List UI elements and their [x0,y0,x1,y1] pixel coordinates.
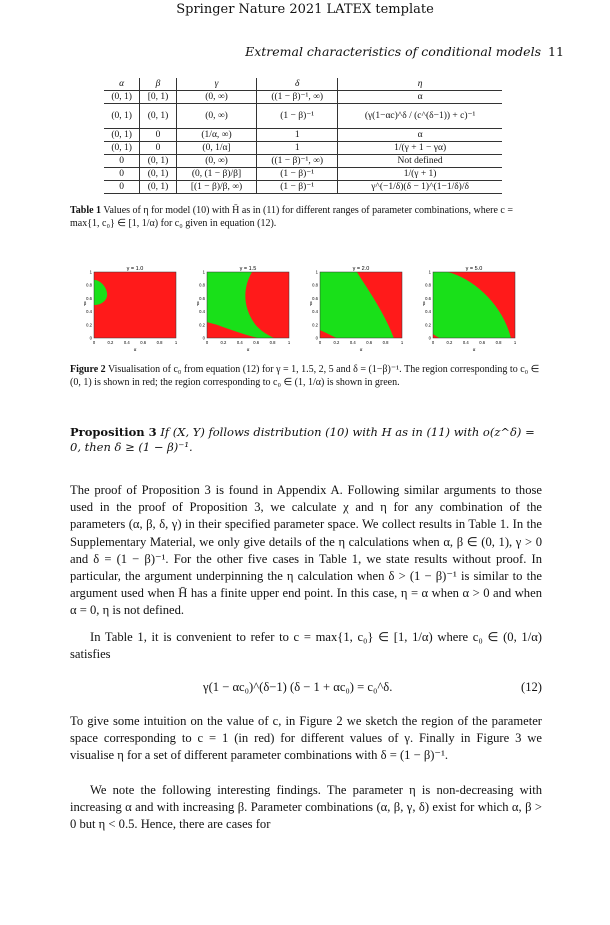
panel-title: γ = 1.0 [126,266,144,272]
table-cell: 1 [257,142,338,155]
table-cell: 0 [140,129,177,142]
y-axis-label: β [83,302,87,307]
table-cell: 1 [257,129,338,142]
y-tick-label: 0.2 [86,322,92,328]
table-caption-label: Table 1 [70,205,102,216]
proposition-3 [70,425,542,455]
x-tick-label: 0 [92,340,96,345]
table-cell: (0, (1 − β)/β] [176,168,256,181]
x-tick-label: 0.2 [446,340,453,345]
x-tick-label: 1 [287,340,291,345]
table-cell: (1 − β)⁻¹ [257,168,338,181]
region-red [94,272,176,338]
x-tick-label: 0.2 [333,340,340,345]
col-header-alpha: α [104,78,140,91]
table-cell: (0, 1) [140,155,177,168]
y-tick-label: 0.8 [199,282,205,288]
table-row [104,142,502,155]
x-tick-label: 0.6 [479,340,486,345]
y-tick-label: 0.8 [86,282,92,288]
y-tick-label: 0 [89,335,92,341]
x-tick-label: 0.8 [156,340,163,345]
table-cell: (0, 1) [111,142,132,153]
journal-header: Springer Nature 2021 LATEX template [176,2,434,17]
y-tick-label: 1 [428,269,431,275]
y-tick-label: 0.2 [312,322,318,328]
x-tick-label: 0.6 [366,340,373,345]
y-tick-label: 0 [202,335,205,341]
x-tick-label: 0.4 [462,340,469,345]
figure-panel [310,266,404,353]
x-tick-label: 1 [400,340,404,345]
table-cell: (0, 1/α] [176,142,256,155]
figure-2 [84,262,534,358]
x-tick-label: 0.6 [140,340,147,345]
x-axis-label: α [133,348,137,353]
y-tick-label: 0.2 [425,322,431,328]
y-tick-label: 0.6 [425,295,431,301]
figure-panel [197,266,291,353]
table-row [104,129,502,142]
y-tick-label: 0.6 [312,295,318,301]
x-axis-label: α [472,348,476,353]
x-tick-label: 0.4 [349,340,356,345]
y-tick-label: 1 [89,269,92,275]
paragraph-3: To give some intuition on the value of c, in Figure 2 we sketch the region of the parameter space corresponding to c = 1 (in red) for different values of γ. Finally in Figure 3 we visualise η for a set of different parameter combinations with δ = (1 − β)⁻¹. [70,714,542,763]
y-axis-label: β [309,302,313,307]
figure-panel [84,266,178,353]
table-cell: 1/(γ + 1) [338,168,502,181]
table-cell: (0, ∞) [176,155,256,168]
table-cell: (0, 1) [140,104,177,129]
table-cell: [(1 − β)/β, ∞) [176,181,256,194]
x-tick-label: 0 [205,340,209,345]
table-cell: 1/(γ + 1 − γα) [338,142,502,155]
table-cell: γ^(−1/δ)(δ − 1)^(1−1/δ)/δ [338,181,502,194]
panel-title: γ = 2.0 [352,266,370,272]
y-tick-label: 0.8 [312,282,318,288]
table-cell: 0 [119,168,125,179]
y-tick-label: 0.2 [199,322,205,328]
col-header-delta: δ [257,78,338,91]
x-axis-label: α [359,348,363,353]
table-1 [104,78,502,194]
table-cell: 0 [140,142,177,155]
x-tick-label: 0.2 [107,340,114,345]
table-cell: 0 [119,181,125,192]
x-axis-label: α [246,348,250,353]
y-tick-label: 0.4 [425,309,431,315]
table-row [104,181,502,194]
table-row [104,155,502,168]
table-1-caption [70,204,540,230]
y-tick-label: 0.8 [425,282,431,288]
table-header-row [104,78,502,91]
table-cell: [0, 1) [140,91,177,104]
table-cell: (1 − β)⁻¹ [257,181,338,194]
table-cell: (0, 1) [111,91,132,102]
x-tick-label: 0.6 [253,340,260,345]
x-tick-label: 0.8 [382,340,389,345]
table-cell: (0, ∞) [176,91,256,104]
y-tick-label: 0.6 [86,295,92,301]
x-tick-label: 0.8 [495,340,502,345]
running-title: Extremal characteristics of conditional models [245,44,541,59]
table-cell: (0, 1) [140,168,177,181]
figure-2-caption [70,363,542,389]
x-tick-label: 1 [174,340,178,345]
proposition-label: Proposition 3 [70,425,157,439]
y-tick-label: 0 [315,335,318,341]
x-tick-label: 0.4 [236,340,243,345]
table-cell: ((1 − β)⁻¹, ∞) [257,91,338,104]
y-axis-label: β [196,302,200,307]
y-tick-label: 0.4 [312,309,318,315]
x-tick-label: 0.2 [220,340,227,345]
col-header-gamma: γ [176,78,256,91]
paragraph-4: We note the following interesting findings. The parameter η is non-decreasing with increasing α and with increasing β. Parameter combinations (α, β, γ, δ) exist for which α, β > 0 but η < 0.5. Hence, there are cases for [70,783,542,832]
table-cell: Not defined [338,155,502,168]
table-cell: (1 − β)⁻¹ [257,104,338,129]
x-tick-label: 1 [513,340,517,345]
col-header-eta: η [338,78,502,91]
x-tick-label: 0 [318,340,322,345]
table-cell: (0, 1) [140,181,177,194]
table-cell: α [338,91,502,104]
table-cell: ((1 − β)⁻¹, ∞) [257,155,338,168]
table-row [104,168,502,181]
table-cell: (γ(1−αc)^δ / (c^(δ−1)) + c)⁻¹ [338,104,502,129]
panel-title: γ = 5.0 [465,266,483,272]
y-tick-label: 0.6 [199,295,205,301]
col-header-beta: β [140,78,177,91]
paragraph-2: In Table 1, it is convenient to refer to c = max{1, c₀} ∈ [1, 1/α) where c₀ ∈ (0, 1/α) satisfies [70,630,542,662]
equation-body: γ(1 − αc₀)^(δ−1) (δ − 1 + αc₀) = c₀^δ. [203,680,393,694]
page-number: 11 [548,44,564,59]
table-cell: (0, ∞) [176,104,256,129]
y-tick-label: 0.4 [199,309,205,315]
panel-title: γ = 1.5 [239,266,257,272]
equation-number: (12) [521,680,542,694]
x-tick-label: 0.4 [123,340,130,345]
y-tick-label: 0.4 [86,309,92,315]
x-tick-label: 0.8 [269,340,276,345]
proposition-text: If (X, Y) follows distribution (10) with H as in (11) with o(z^δ) = 0, then δ ≥ (1 − β)⁻¹. [70,425,535,454]
table-cell: (1/α, ∞) [176,129,256,142]
table-cell: (0, 1) [111,129,132,140]
table-cell: 0 [119,155,125,166]
y-tick-label: 1 [202,269,205,275]
table-cell: (0, 1) [111,110,132,121]
figure-caption-text: Visualisation of c₀ from equation (12) for γ = 1, 1.5, 2, 5 and δ = (1−β)⁻¹. The region corresponding to c₀ ∈ (0, 1) is shown in red; the region corresponding to c₀ ∈ (1, 1/α) is shown in green. [70,364,540,388]
y-tick-label: 1 [315,269,318,275]
paragraph-1: The proof of Proposition 3 is found in Appendix A. Following similar arguments to those used in the proof of Proposition 3, we calculate χ and η for any combination of the parameters (α, β, δ, γ) in their specified parameter space. We collect results in Table 1. In the Supplementary Material, we only give details of the η calculations when α, β ∈ (0, 1), γ > 0 and δ = (1 − β)⁻¹. For the other five cases in Table 1, we state results without proof. In particular, the argument underpinning the η calculation when δ > (1 − β)⁻¹ is similar to the argument used when H̄ has a finite upper end point. In this case, η = α when α > 0 and when α = 0, η is not defined. [70,483,542,618]
table-caption-text: Values of η for model (10) with H̄ as in (11) for different ranges of parameter combinations, where c = max{1, c₀} ∈ [1, 1/α) for c₀ given in equation (12). [70,205,513,229]
table-cell: α [338,129,502,142]
y-axis-label: β [422,302,426,307]
figure-panel [423,266,517,353]
y-tick-label: 0 [428,335,431,341]
table-row [104,104,502,129]
x-tick-label: 0 [431,340,435,345]
figure-caption-label: Figure 2 [70,364,106,375]
table-row [104,91,502,104]
